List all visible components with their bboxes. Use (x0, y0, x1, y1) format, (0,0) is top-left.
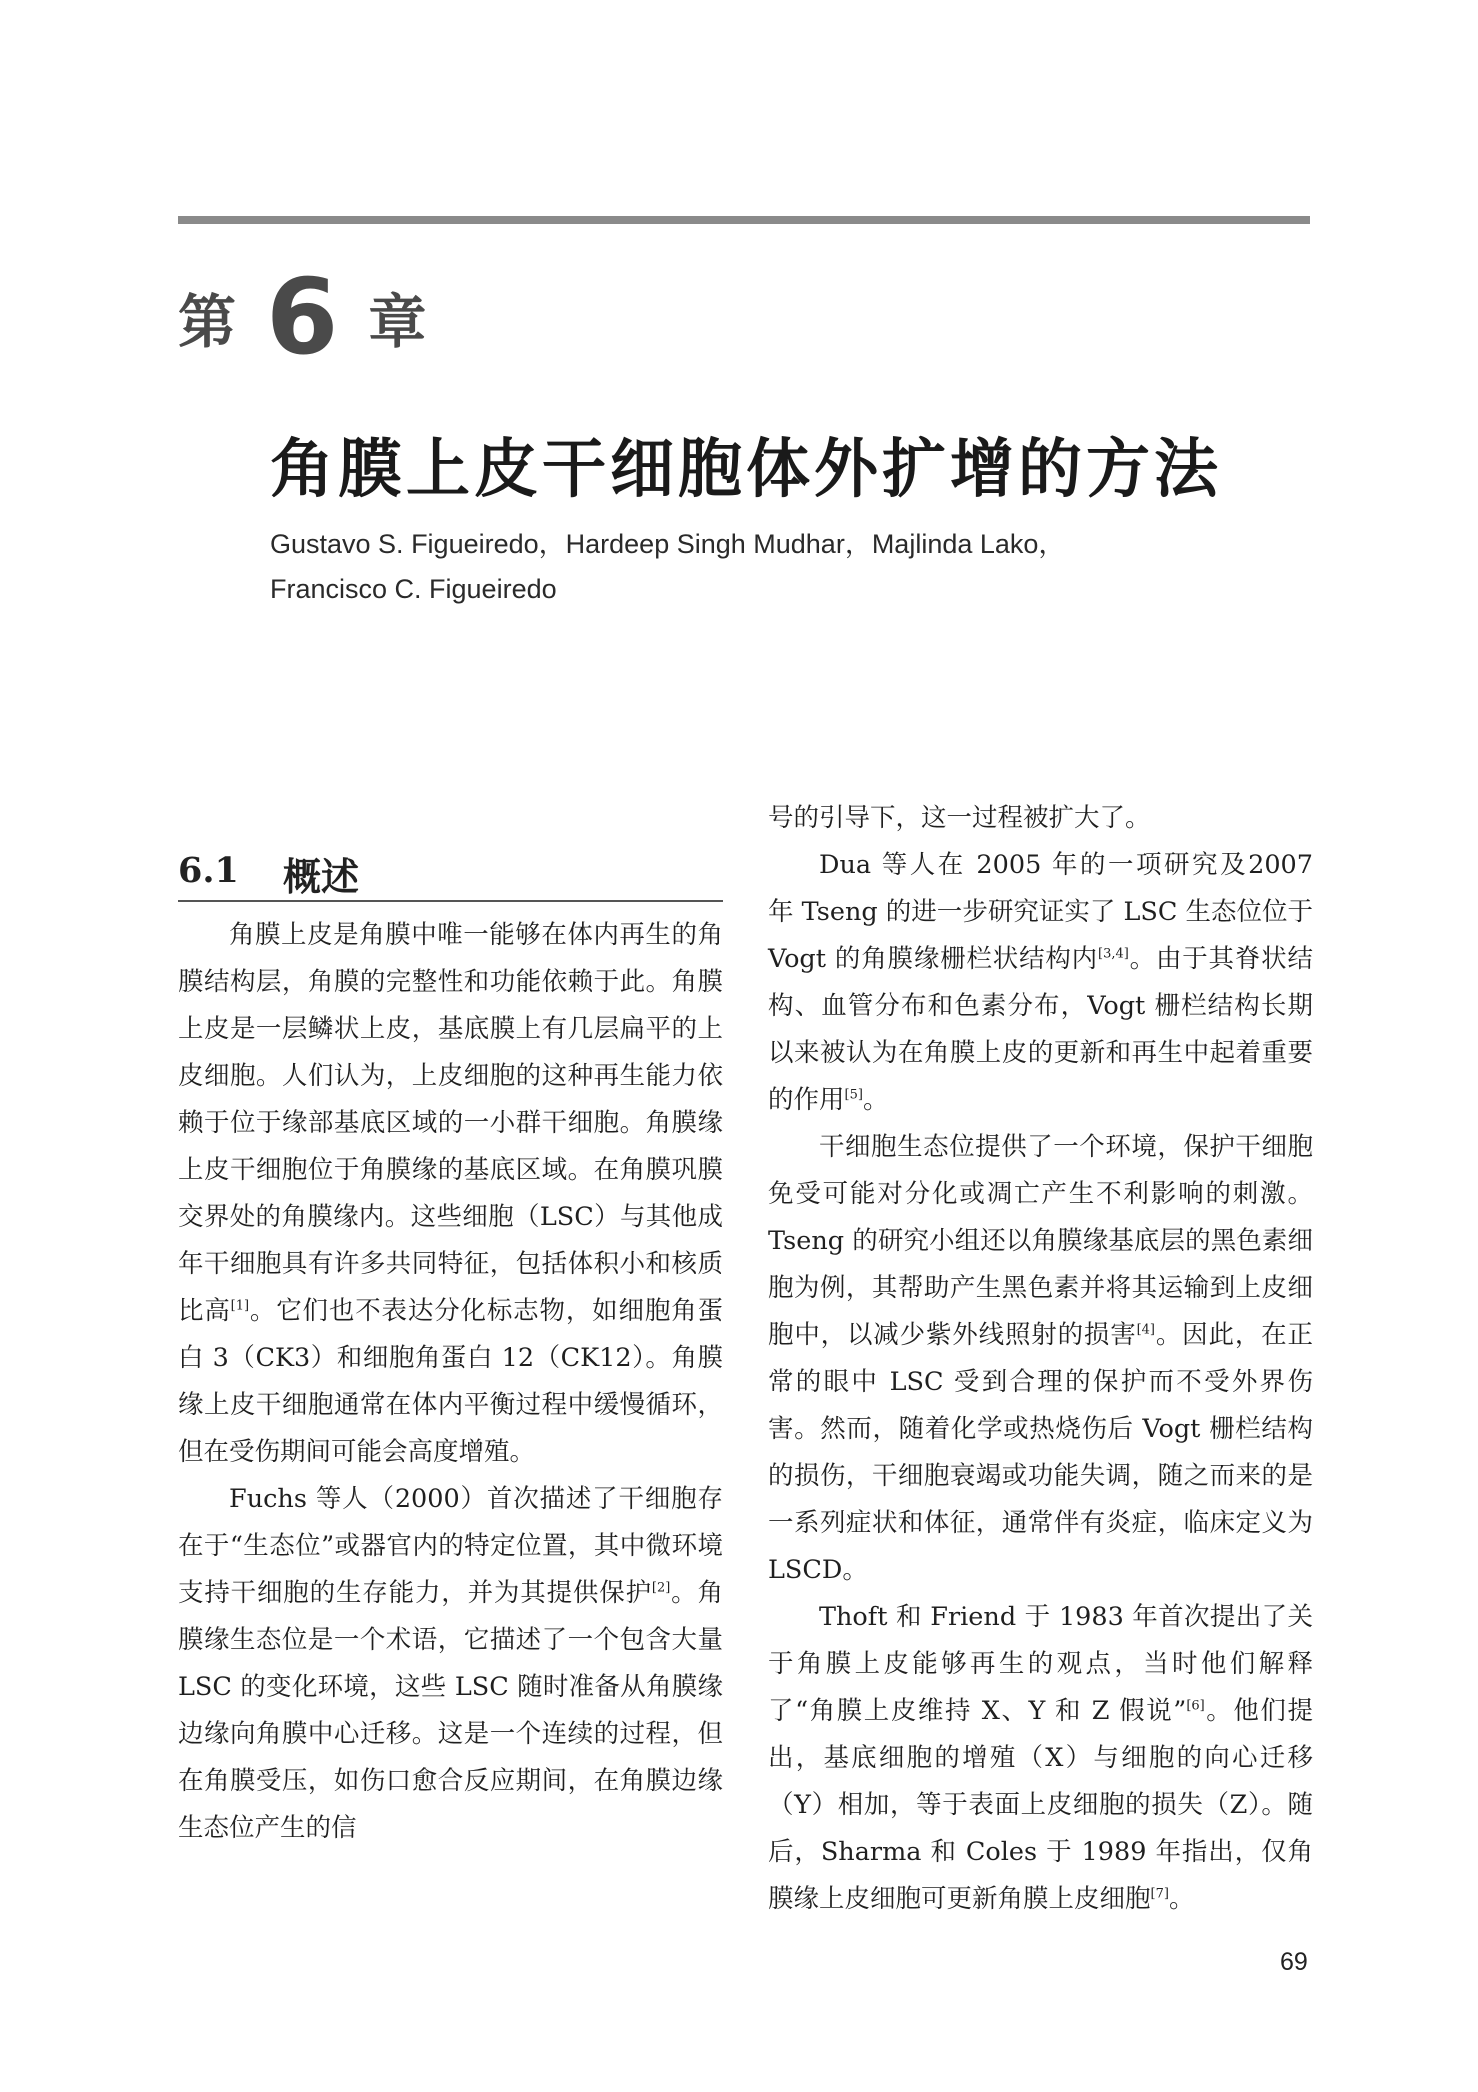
text-run: Thoft 和 Friend 于 1983 年首次提出了关于角膜上皮能够再生的观点，当时他们解释了“角膜上皮维持 X、Y 和 Z 假说” (768, 1602, 1313, 1726)
paragraph (768, 842, 1313, 1124)
right-column (768, 795, 1313, 1923)
author-list (270, 522, 1170, 612)
author-line-2: Francisco C. Figueiredo (270, 574, 557, 604)
section-number: 6.1 (178, 850, 239, 891)
chapter-number: 6 (266, 256, 339, 378)
reference-mark: [2] (651, 1580, 671, 1596)
chapter-suffix: 章 (368, 288, 429, 356)
reference-mark: [6] (1186, 1698, 1205, 1714)
reference-mark: [3,4] (1098, 946, 1129, 962)
chapter-heading (178, 256, 429, 378)
text-run: 。因此，在正常的眼中 LSC 受到合理的保护而不受外界伤害。然而，随着化学或热烧伤后 Vogt 栅栏结构的损伤，干细胞衰竭或功能失调，随之而来的是一系列症状和体征，通常伴有炎症，临床定义为 LSCD。 (768, 1320, 1313, 1585)
text-run: 角膜上皮是角膜中唯一能够在体内再生的角膜结构层，角膜的完整性和功能依赖于此。角膜上皮是一层鳞状上皮，基底膜上有几层扁平的上皮细胞。人们认为，上皮细胞的这种再生能力依赖于位于缘部基底区域的一小群干细胞。角膜缘上皮干细胞位于角膜缘的基底区域。在角膜巩膜交界处的角膜缘内。这些细胞（LSC）与其他成年干细胞具有许多共同特征，包括体积小和核质比高 (178, 920, 723, 1326)
author-line-1: Gustavo S. Figueiredo，Hardeep Singh Mudhar，Majlinda Lako， (270, 529, 1066, 559)
reference-mark: [1] (230, 1298, 250, 1314)
paragraph (768, 1124, 1313, 1594)
text-run: 。它们也不表达分化标志物，如细胞角蛋白 3（CK3）和细胞角蛋白 12（CK12）。角膜缘上皮干细胞通常在体内平衡过程中缓慢循环，但在受伤期间可能会高度增殖。 (178, 1296, 723, 1467)
text-run: 。由于其脊状结构、血管分布和色素分布，Vogt 栅栏结构长期以来被认为在角膜上皮的更新和再生中起着重要的作用 (768, 944, 1313, 1115)
text-run: 。角膜缘生态位是一个术语，它描述了一个包含大量 LSC 的变化环境，这些 LSC 随时准备从角膜缘边缘向角膜中心迁移。这是一个连续的过程，但在角膜受压，如伤口愈合反应期间，在角膜边缘生态位产生的信 (178, 1578, 723, 1843)
text-run: 。他们提出，基底细胞的增殖（X）与细胞的向心迁移（Y）相加，等于表面上皮细胞的损失（Z）。随后，Sharma 和 Coles 于 1989 年指出，仅角膜缘上皮细胞可更新角膜上皮细胞 (768, 1696, 1313, 1914)
text-run: Dua 等人在 2005 年的一项研究及2007 年 Tseng 的进一步研究证实了 LSC 生态位位于 Vogt 的角膜缘栅栏状结构内 (768, 850, 1313, 974)
text-run: 。 (862, 1085, 889, 1115)
reference-mark: [4] (1136, 1322, 1156, 1338)
chapter-title: 角膜上皮干细胞体外扩增的方法 (270, 433, 1222, 507)
text-run: Fuchs 等人（2000）首次描述了干细胞存在于“生态位”或器官内的特定位置，其中微环境支持干细胞的生存能力，并为其提供保护 (178, 1484, 723, 1608)
page-number: 69 (1280, 1948, 1308, 1976)
section-heading (178, 840, 723, 902)
left-column (178, 912, 723, 1852)
paragraph (178, 1476, 723, 1852)
paragraph-continuation: 号的引导下，这一过程被扩大了。 (768, 803, 1151, 833)
reference-mark: [5] (844, 1087, 863, 1103)
text-run: 干细胞生态位提供了一个环境，保护干细胞免受可能对分化或凋亡产生不利影响的刺激。Tseng 的研究小组还以角膜缘基底层的黑色素细胞为例，其帮助产生黑色素并将其运输到上皮细胞中，以减少紫外线照射的损害 (768, 1132, 1313, 1350)
section-title: 概述 (283, 854, 360, 899)
text-run: 。 (1168, 1884, 1195, 1914)
top-rule (178, 216, 1310, 224)
paragraph (768, 1594, 1313, 1923)
chapter-prefix: 第 (178, 288, 239, 356)
reference-mark: [7] (1150, 1886, 1169, 1902)
paragraph (178, 912, 723, 1476)
